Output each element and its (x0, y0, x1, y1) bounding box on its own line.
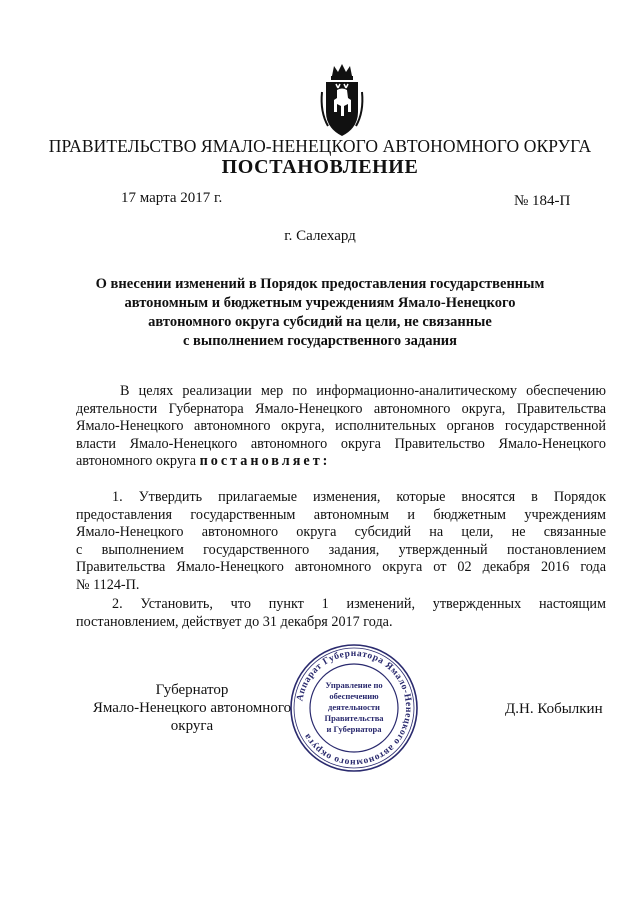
svg-text:и Губернатора: и Губернатора (326, 724, 382, 734)
official-seal-icon (288, 642, 420, 774)
svg-text:Аппарат Губернатора Ямало-Нене: Аппарат Губернатора Ямало-Ненецкого автономного округа (295, 648, 414, 768)
document-subject (90, 275, 550, 351)
resolution-keyword: постановляет: (199, 453, 331, 469)
svg-text:Правительства: Правительства (324, 713, 384, 723)
position-title: Губернатор (155, 682, 229, 698)
subject-line: автономного округа субсидий на цели, не связанные (148, 314, 492, 330)
paragraph-line: № 1124-П. (76, 576, 140, 593)
subject-line: О внесении изменений в Порядок предоставления государственным (95, 276, 545, 292)
item-2-paragraph (76, 596, 606, 631)
preamble-paragraph (76, 383, 606, 471)
paragraph-line-text: автономного округа (76, 453, 197, 469)
document-date: 17 марта 2017 г. (121, 190, 223, 206)
paragraph-line: власти Ямало-Ненецкого автономного округа Правительство Ямало-Ненецкого (76, 435, 606, 452)
subject-line: с выполнением государственного задания (183, 333, 457, 349)
paragraph-line: деятельности Губернатора Ямало-Ненецкого автономного округа, Правительства (76, 400, 606, 417)
document-city: г. Салехард (284, 228, 356, 244)
paragraph-line: 2. Установить, что пункт 1 изменений, утвержденных настоящим (112, 596, 606, 612)
paragraph-line: постановлением, действует до 31 декабря 2017 года. (76, 613, 393, 630)
svg-text:деятельности: деятельности (328, 702, 380, 712)
document-type: ПОСТАНОВЛЕНИЕ (221, 156, 419, 178)
position-region: Ямало-Ненецкого автономного округа (92, 700, 292, 734)
paragraph-line: Ямало-Ненецкого автономного округа, исполнительных органов государственной (76, 418, 606, 434)
signatory-position (72, 681, 312, 735)
subject-line: автономным и бюджетным учреждениям Ямало-Ненецкого (124, 295, 516, 311)
document-number: № 184-П (514, 193, 571, 209)
paragraph-line: В целях реализации мер по информационно-аналитическому обеспечению (120, 383, 606, 399)
coat-of-arms-icon (318, 62, 366, 140)
paragraph-line: Ямало-Ненецкого автономного округа субсидий на цели, не связанные (76, 524, 606, 540)
paragraph-line: Правительства Ямало-Ненецкого автономного округа от 02 декабря 2016 года (76, 559, 606, 575)
paragraph-line: 1. Утвердить прилагаемые изменения, которые вносятся в Порядок (112, 489, 606, 505)
paragraph-line: предоставления государственным автономным и бюджетным учреждениям (76, 506, 606, 523)
signatory-name: Д.Н. Кобылкин (505, 701, 603, 717)
svg-text:Управление по: Управление по (325, 680, 383, 690)
government-title: ПРАВИТЕЛЬСТВО ЯМАЛО-НЕНЕЦКОГО АВТОНОМНОГО ОКРУГА (48, 136, 592, 156)
svg-text:обеспечению: обеспечению (329, 691, 379, 701)
paragraph-line (76, 453, 606, 471)
paragraph-line: с выполнением государственного задания, утвержденный постановлением (76, 541, 606, 558)
item-1-paragraph (76, 489, 606, 594)
